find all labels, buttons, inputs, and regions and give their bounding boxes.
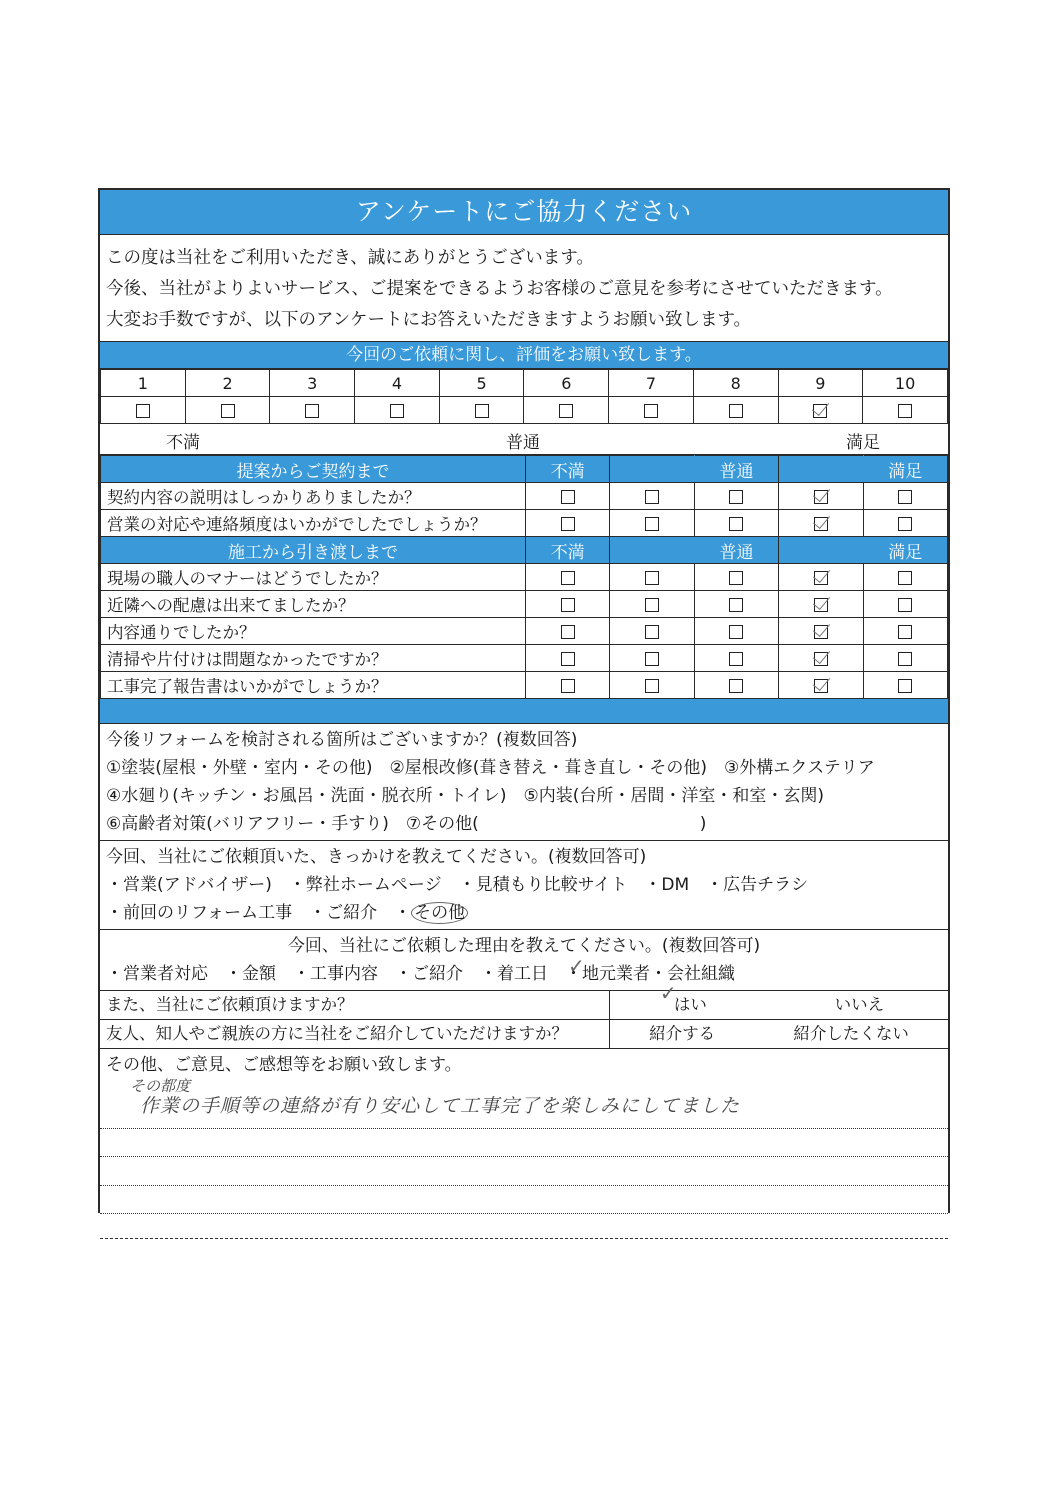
answer-checkbox[interactable]	[814, 571, 828, 585]
reason-options-text: ・営業者対応 ・金額 ・工事内容 ・ご紹介 ・着工日 ・	[106, 964, 582, 984]
question-text: 現場の職人のマナーはどうでしたか？	[101, 564, 526, 591]
rating-scale-words	[100, 424, 948, 455]
rating-checkbox-2[interactable]	[221, 404, 235, 418]
again-no-option[interactable]: いいえ	[834, 995, 885, 1014]
comments-area[interactable]	[100, 1077, 948, 1213]
comment-line	[100, 1129, 948, 1157]
col-mid: 普通	[694, 537, 778, 564]
trigger-options-text: ・前回のリフォーム工事 ・ご紹介 ・	[106, 903, 412, 923]
reason-options-text: ・会社組織	[650, 964, 735, 984]
comment-line	[100, 1158, 948, 1186]
intro-line: この度は当社をご利用いただき、誠にありがとうございます。	[106, 248, 594, 268]
construction-header: 施工から引き渡しまで	[101, 537, 526, 564]
answer-checkbox[interactable]	[645, 490, 659, 504]
answer-checkbox[interactable]	[561, 679, 575, 693]
refer-yes-option[interactable]: 紹介する	[649, 1024, 716, 1043]
col-mid: 普通	[694, 456, 778, 483]
rating-checkbox-5[interactable]	[475, 404, 489, 418]
answer-checkbox[interactable]	[814, 517, 828, 531]
answer-checkbox[interactable]	[814, 625, 828, 639]
reform-options: ④水廻り(キッチン・お風呂・洗面・脱衣所・トイレ) ⑤内装(台所・居間・洋室・和室・玄関)	[106, 786, 824, 806]
form-title: アンケートにご協力ください	[100, 190, 948, 235]
again-row	[100, 991, 948, 1020]
comments-section	[100, 1049, 948, 1213]
answer-checkbox[interactable]	[729, 598, 743, 612]
answer-checkbox[interactable]	[729, 625, 743, 639]
trigger-options: ・営業(アドバイザー) ・弊社ホームページ ・見積もり比較サイト ・DM ・広告チラシ	[106, 875, 809, 895]
question-text: 近隣への配慮は出来てましたか？	[101, 591, 526, 618]
rating-checkbox-4[interactable]	[390, 404, 404, 418]
trigger-option-other-circled[interactable]: その他	[411, 902, 468, 924]
rating-checkbox-3[interactable]	[305, 404, 319, 418]
answer-checkbox[interactable]	[814, 679, 828, 693]
answer-checkbox[interactable]	[898, 571, 912, 585]
comments-question: その他、ご意見、ご感想等をお願い致します。	[106, 1055, 462, 1075]
refer-row	[100, 1020, 948, 1049]
answer-checkbox[interactable]	[645, 679, 659, 693]
answer-checkbox[interactable]	[729, 652, 743, 666]
rating-number: 5	[439, 370, 524, 397]
answer-checkbox[interactable]	[814, 652, 828, 666]
question-text: 清掃や片付けは問題なかったですか？	[101, 645, 526, 672]
again-yes-option[interactable]: ✓ はい	[674, 991, 707, 1019]
reason-section	[100, 930, 948, 991]
answer-checkbox[interactable]	[814, 598, 828, 612]
answer-checkbox[interactable]	[898, 679, 912, 693]
reform-options: ①塗装(屋根・外壁・室内・その他) ②屋根改修(葺き替え・葺き直し・その他) ③外構エクステリア	[106, 758, 875, 778]
trigger-options	[106, 899, 942, 927]
question-row	[101, 483, 948, 510]
rating-checkbox-row	[101, 397, 948, 424]
question-row	[101, 591, 948, 618]
col-low: 不満	[526, 456, 610, 483]
answer-checkbox[interactable]	[729, 679, 743, 693]
reason-options	[106, 960, 942, 988]
comment-line	[100, 1101, 948, 1129]
rating-numbers-row	[101, 370, 948, 397]
rating-checkbox-10[interactable]	[898, 404, 912, 418]
answer-checkbox[interactable]	[898, 598, 912, 612]
rating-number: 10	[863, 370, 948, 397]
rating-number: 7	[609, 370, 694, 397]
rating-checkbox-9[interactable]	[813, 404, 827, 418]
comment-line	[100, 1211, 948, 1239]
rating-checkbox-7[interactable]	[644, 404, 658, 418]
handwritten-line-1: その都度	[130, 1077, 191, 1095]
answer-checkbox[interactable]	[561, 598, 575, 612]
rating-number: 3	[270, 370, 355, 397]
contract-header-row	[101, 456, 948, 483]
answer-checkbox[interactable]	[729, 490, 743, 504]
trigger-section	[100, 841, 948, 930]
answer-checkbox[interactable]	[645, 625, 659, 639]
rating-header: 今回のご依頼に関し、評価をお願い致します。	[100, 341, 948, 369]
scale-low: 不満	[166, 433, 200, 453]
comment-line	[100, 1186, 948, 1214]
answer-checkbox[interactable]	[898, 517, 912, 531]
rating-number: 1	[101, 370, 186, 397]
question-row	[101, 510, 948, 537]
rating-number: 4	[355, 370, 440, 397]
intro-line: 今後、当社がよりよいサービス、ご提案をできるようお客様のご意見を参考にさせていただきます。	[106, 279, 893, 299]
answer-checkbox[interactable]	[561, 571, 575, 585]
answer-checkbox[interactable]	[898, 490, 912, 504]
answer-checkbox[interactable]	[645, 598, 659, 612]
col-high: 満足	[863, 456, 947, 483]
construction-header-row	[101, 537, 948, 564]
answer-checkbox[interactable]	[645, 517, 659, 531]
rating-number: 6	[524, 370, 609, 397]
answer-checkbox[interactable]	[645, 571, 659, 585]
again-question: また、当社にご依頼頂けますか？	[100, 991, 610, 1019]
question-row	[101, 618, 948, 645]
reason-option-local-ticked[interactable]: ✓ 地元業者	[582, 964, 650, 984]
reform-options: ⑥高齢者対策(バリアフリー・手すり) ⑦その他( )	[106, 814, 707, 834]
reason-question: 今回、当社にご依頼した理由を教えてください。(複数回答可)	[287, 936, 761, 956]
answer-checkbox[interactable]	[729, 517, 743, 531]
rating-checkbox-8[interactable]	[729, 404, 743, 418]
answer-checkbox[interactable]	[729, 571, 743, 585]
intro-text	[100, 235, 948, 341]
reform-section	[100, 724, 948, 841]
question-row	[101, 672, 948, 699]
rating-scale-table	[100, 369, 948, 424]
answer-checkbox[interactable]	[898, 625, 912, 639]
question-text: 工事完了報告書はいかがでしょうか？	[101, 672, 526, 699]
question-text: 営業の対応や連絡頻度はいかがでしたでしょうか？	[101, 510, 526, 537]
scale-mid: 普通	[506, 433, 540, 453]
question-row	[101, 645, 948, 672]
answer-checkbox[interactable]	[645, 652, 659, 666]
question-row	[101, 564, 948, 591]
survey-form	[98, 188, 950, 1213]
rating-checkbox-1[interactable]	[136, 404, 150, 418]
contract-header: 提案からご契約まで	[101, 456, 526, 483]
col-low: 不満	[526, 537, 610, 564]
answer-checkbox[interactable]	[898, 652, 912, 666]
answer-checkbox[interactable]	[561, 517, 575, 531]
rating-number: 2	[185, 370, 270, 397]
contract-table	[100, 455, 948, 699]
intro-line: 大変お手数ですが、以下のアンケートにお答えいただきますようお願い致します。	[106, 310, 752, 330]
col-high: 満足	[863, 537, 947, 564]
reform-question: 今後リフォームを検討される箇所はございますか？(複数回答)	[106, 730, 578, 750]
question-text: 内容通りでしたか？	[101, 618, 526, 645]
refer-question: 友人、知人やご親族の方に当社をご紹介していただけますか？	[100, 1020, 610, 1048]
answer-checkbox[interactable]	[561, 625, 575, 639]
question-text: 契約内容の説明はしっかりありましたか？	[101, 483, 526, 510]
handwritten-line-2: 作業の手順等の連絡が有り安心して工事完了を楽しみにしてました	[140, 1095, 741, 1117]
answer-checkbox[interactable]	[561, 652, 575, 666]
rating-checkbox-6[interactable]	[559, 404, 573, 418]
rating-number: 9	[778, 370, 863, 397]
answer-checkbox[interactable]	[814, 490, 828, 504]
section-divider-bar	[100, 699, 948, 724]
trigger-question: 今回、当社にご依頼頂いた、きっかけを教えてください。(複数回答可)	[106, 847, 647, 867]
rating-number: 8	[693, 370, 778, 397]
answer-checkbox[interactable]	[561, 490, 575, 504]
refer-no-option[interactable]: 紹介したくない	[793, 1024, 909, 1043]
scale-high: 満足	[846, 433, 880, 453]
